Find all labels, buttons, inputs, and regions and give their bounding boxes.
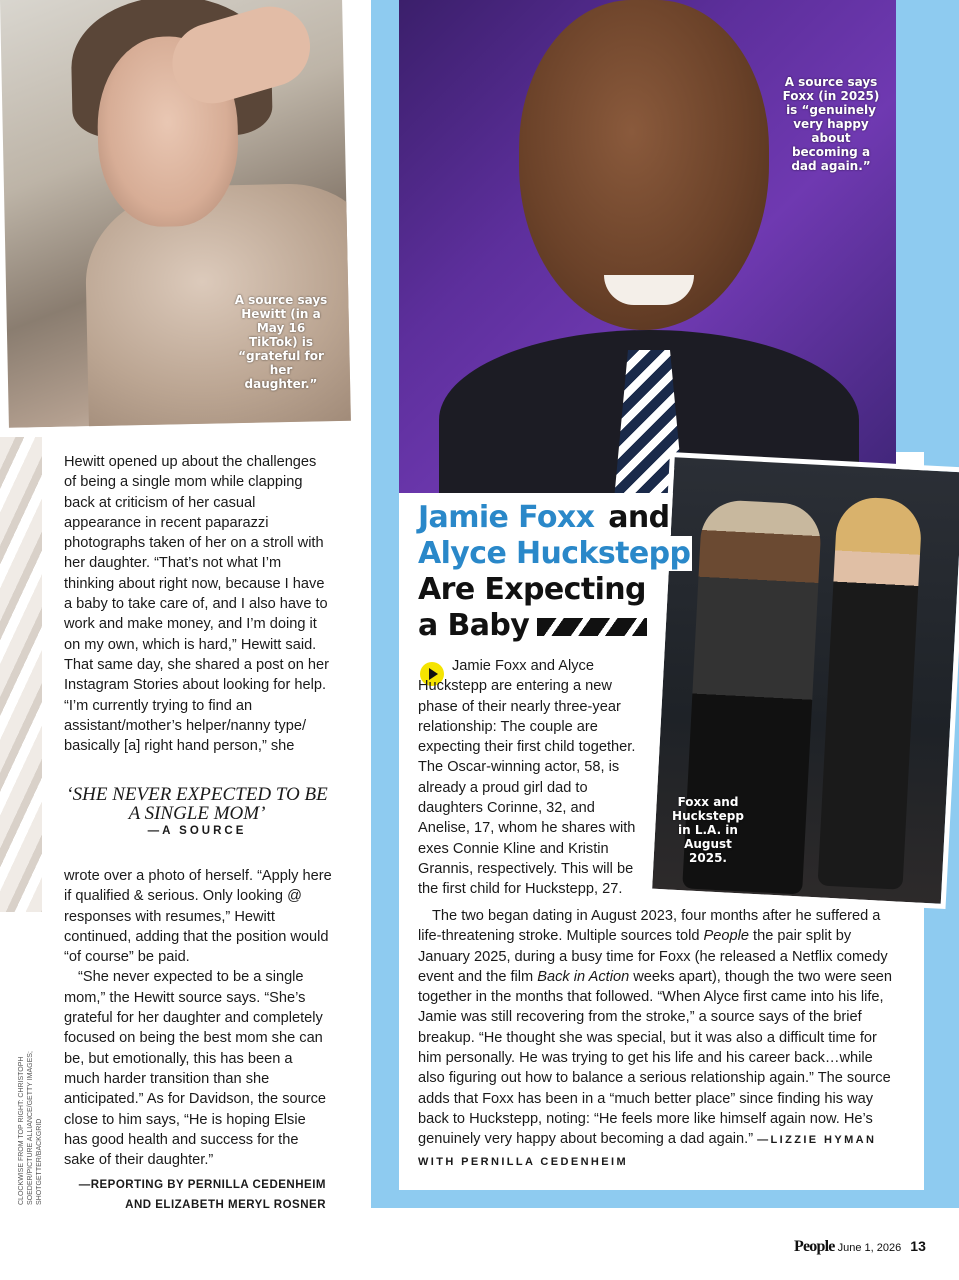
foxx-photo-caption: A source says Foxx (in 2025) is “genuinely very happy about becoming a dad again.” xyxy=(782,75,880,173)
page-number: 13 xyxy=(910,1238,926,1254)
pull-quote: ‘SHE NEVER EXPECTED TO BE A SINGLE MOM’ xyxy=(66,784,328,824)
film-title: Back in Action xyxy=(537,968,630,985)
article-byline: —LIZZIE HYMAN WITH PERNILLA CEDENHEIM xyxy=(418,1134,877,1168)
hewitt-photo-caption: A source says Hewitt (in a May 16 TikTok) is “grateful for her daughter.” xyxy=(234,293,328,391)
article-body xyxy=(418,906,898,1172)
body-text: weeks apart), though the two were seen together in the months that followed. “When Alyce first came into his life, Jamie was still recovering from the stroke,” a source says of the brief breakup. “He thought she was special, but it was also a difficult time for him personally. He was trying to get his life and his career back…while also figuring out how to balance a serious relationship again.” The source adds that Foxx has been in a “much better place” since finding his way back to Huckstepp, noting: “He feels more like himself again now. He’s genuinely very happy about becoming a dad again.” xyxy=(418,968,893,1148)
headline-and: and xyxy=(598,500,670,535)
headline-line-4: a Baby xyxy=(418,608,530,643)
couple-photo-caption: Foxx and Huckstepp in L.A. in August 2025. xyxy=(672,795,744,865)
foxx-portrait-photo xyxy=(399,0,896,493)
body-paragraph: wrote over a photo of herself. “Apply here if qualified & serious. Only looking @ responses with resumes,” Hewitt continued, adding that the position would “of course” be paid. xyxy=(64,868,332,966)
headline-name-2: Alyce Huckstepp xyxy=(418,536,691,571)
left-column-top xyxy=(64,452,332,756)
body-paragraph: Hewitt opened up about the challenges of being a single mom while clapping back at criticism of her casual appearance in recent paparazzi photographs taken of her on a stroll with her daughter. “That’s not what I’m thinking about right now, because I have a baby to take care of, and I also have to work and make money, and I’m doing it on my own, which is hard,” Hewitt said. That same day, she shared a post on her Instagram Stories about looking for help. “I’m currently trying to find an assistant/mother’s helper/nanny type/ basically [a] right hand person,” she xyxy=(64,454,330,755)
article-lead xyxy=(418,656,646,900)
issue-date: June 1, 2026 xyxy=(837,1242,902,1254)
byline-line-2: AND ELIZABETH MERYL ROSNER xyxy=(125,1199,326,1211)
left-edge-photo xyxy=(0,437,42,912)
headline-stripe-decoration xyxy=(537,618,647,636)
woman-figure xyxy=(818,496,923,890)
body-paragraph: “She never expected to be a single mom,” the Hewitt source says. “She’s grateful for her daughter and completely focused on being the best mom she can be, but emotionally, this has been a much harder transition than she anticipated.” As for Davidson, the source close to him says, “He is hoping Elsie has good health and success for the sake of their daughter.” xyxy=(64,969,327,1169)
magazine-logo: People xyxy=(794,1238,835,1255)
page-folio xyxy=(794,1238,924,1256)
article-headline xyxy=(416,500,692,644)
photo-credit: CLOCKWISE FROM TOP RIGHT: CHRISTOPH SOEDER/PICTURE ALLIANCE/GETTY IMAGES; SHOTGETTER/BACKGRID xyxy=(18,1051,43,1205)
headline-name-1: Jamie Foxx xyxy=(418,500,595,535)
pull-quote-attribution: —A SOURCE xyxy=(147,825,247,837)
left-byline xyxy=(64,1175,326,1215)
body-paragraph xyxy=(418,906,898,1172)
magazine-name: People xyxy=(703,928,749,945)
left-column-bottom xyxy=(64,866,332,1170)
byline-line-1: —REPORTING BY PERNILLA CEDENHEIM xyxy=(78,1179,326,1191)
body-text: The two began dating in August 2023, four months after he suffered a life-threatening stroke. Multiple sources told xyxy=(418,908,881,945)
lead-paragraph: Jamie Foxx and Alyce Huckstepp are entering a new phase of their nearly three-year relationship: The couple are expecting their first child together. The Oscar-winning actor, 58, is already a proud girl dad to daughters Corinne, 32, and Anelise, 17, whom he shares with exes Connie Kline and Kristin Grannis, respectively. This will be the first child for Huckstepp, 27. xyxy=(418,658,636,898)
body-text: the pair split by January 2025, during a busy time for Foxx (he released a Netflix comedy event and the film xyxy=(418,928,888,985)
headline-line-3: Are Expecting xyxy=(418,572,646,607)
